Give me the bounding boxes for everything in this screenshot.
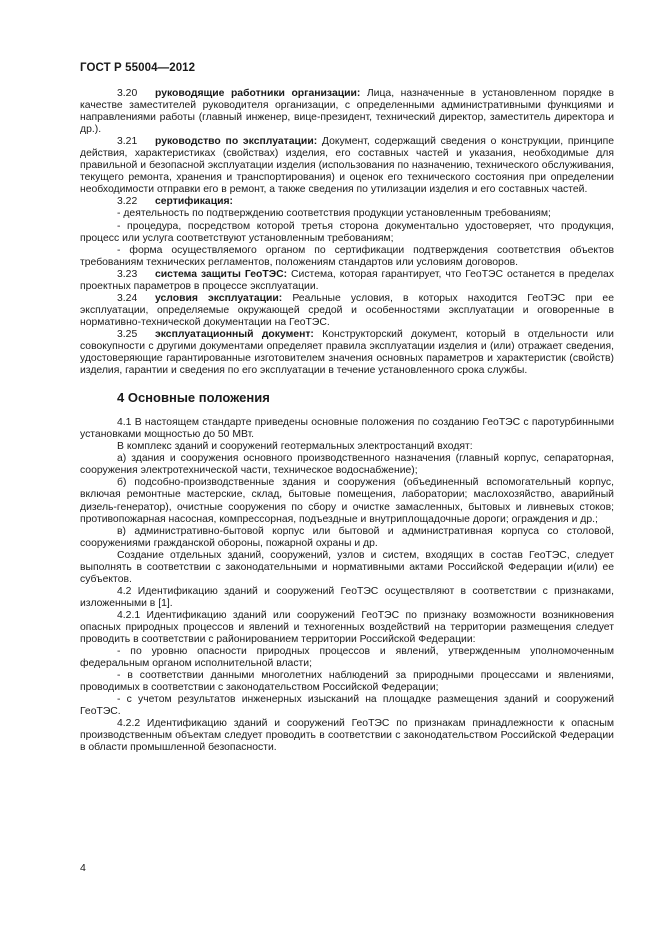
term-definition: Реальные условия, в которых находится ГеоТЭС при ее эксплуатации, определяемые окружающей средой и особенностями эксплуатации и оговоренные в нормативно-технической документации на ГеоТЭС.: [80, 292, 614, 328]
clause-number: 3.22: [117, 196, 138, 208]
section-heading: 4 Основные положения: [117, 390, 270, 406]
term-definition: Конструкторский документ, который в отдельности или совокупности с другими документами определяет правила эксплуатации изделия и (или) отражает сведения, удостоверяющие гарантированные изготовителем значения основных параметров и характеристик (свойств) изделия, гарантии и сведения по его эксплуатации в течение установленного срока службы.: [80, 328, 614, 377]
document-body: [80, 88, 614, 754]
term-definition: Система, которая гарантирует, что ГеоТЭС останется в пределах проектных параметров в процессе эксплуатации.: [80, 268, 614, 292]
clause-number: 3.23: [117, 268, 138, 280]
term-3-20: [80, 88, 614, 136]
paragraph: а) здания и сооружения основного производственного назначения (главный корпус, сепараторная, сооружения электротехнической части, техническое водоснабжение);: [80, 453, 614, 477]
page-number: 4: [80, 862, 86, 874]
paragraph: 4.1 В настоящем стандарте приведены основные положения по созданию ГеоТЭС с паротурбинными установками мощностью до 50 МВт.: [80, 417, 614, 441]
term-name: условия эксплуатации:: [155, 292, 283, 304]
term-3-22: [80, 196, 614, 208]
clause-number: 3.25: [117, 328, 138, 340]
term-3-22-item: - форма осуществляемого органом по сертификации подтверждения соответствия объектов требованиям технических регламентов, положениям стандартов или условиям договоров.: [80, 244, 614, 268]
term-name: эксплуатационный документ:: [155, 328, 314, 340]
paragraph: 4.2.1 Идентификацию зданий или сооружений ГеоТЭС по признаку возможности возникновения опасных природных процессов и явлений и техногенных воздействий на территории размещения следует проводить в соответствии с районированием территории Российской Федерации:: [80, 609, 614, 646]
clause-number: 3.21: [117, 136, 138, 148]
term-definition: Лица, назначенные в установленном порядке в качестве заместителей руководителя организации, с определенными административными функциями и направлениями работы (главный инженер, вице-президент, технический директор, заместитель директора и др.).: [80, 88, 614, 136]
term-name: сертификация:: [155, 196, 234, 208]
paragraph: - по уровню опасности природных процессов и явлений, утвержденным уполномоченным федеральным органом исполнительной власти;: [80, 646, 614, 670]
term-3-22-item: - деятельность по подтверждению соответствия продукции установленным требованиям;: [117, 208, 551, 220]
paragraph: 4.2.2 Идентификацию зданий и сооружений ГеоТЭС по признакам принадлежности к опасным производственным объектам следует проводить в соответствии с законодательством Российской Федерации в области промышленной безопасности.: [80, 718, 614, 754]
document-header: ГОСТ Р 55004—2012: [80, 62, 196, 74]
clause-number: 3.20: [117, 88, 138, 99]
term-3-25: [80, 329, 614, 377]
term-3-21: [80, 136, 614, 196]
term-definition: Документ, содержащий сведения о конструкции, принципе действия, характеристиках (свойствах) изделия, его составных частей и указания, необходимые для правильной и безопасной эксплуатации изделия (использования по назначению, технического обслуживания, текущего ремонта, хранения и транспортирования) и оценок его технического состояния при определении необходимости отправки его в ремонт, а также сведения по утилизации изделия и его составных частей.: [80, 136, 614, 196]
term-3-22-item: - процедура, посредством которой третья сторона документально удостоверяет, что продукция, процесс или услуга соответствуют установленным требованиям;: [80, 220, 614, 244]
paragraph: б) подсобно-производственные здания и сооружения (объединенный вспомогательный корпус, включая ремонтные мастерские, склад, бытовые помещения, лаборатории; маслохозяйство, аварийный дизель-генератор), очистные сооружения по сбору и очистке замасленных, бытовых и ливневых стоков; противопожарная насосная, компрессорная, подъездные и внутриплощадочные дороги; ограждения и др.;: [80, 477, 614, 525]
term-3-24: [80, 293, 614, 329]
paragraph: - с учетом результатов инженерных изысканий на площадке размещения зданий и сооружений ГеоТЭС.: [80, 694, 614, 718]
clause-number: 3.24: [117, 292, 138, 304]
term-name: система защиты ГеоТЭС:: [155, 268, 288, 280]
term-name: руководящие работники организации:: [155, 88, 361, 99]
paragraph: 4.2 Идентификацию зданий и сооружений ГеоТЭС осуществляют в соответствии с признаками, изложенными в [1].: [80, 585, 614, 609]
paragraph: в) административно-бытовой корпус или бытовой и административная корпуса со столовой, сооружениями гражданской обороны, пожарной охраны и др.: [80, 525, 614, 549]
paragraph: Создание отдельных зданий, сооружений, узлов и систем, входящих в состав ГеоТЭС, следует выполнять в соответствии с законодательными и нормативными актами Российской Федерации и(или) ее субъектов.: [80, 549, 614, 585]
term-name: руководство по эксплуатации:: [155, 136, 318, 148]
paragraph: - в соответствии данными многолетних наблюдений за природными процессами и явлениями, проводимых в соответствии с законодательством Российской Федерации;: [80, 670, 614, 694]
term-3-23: [80, 269, 614, 293]
paragraph: В комплекс зданий и сооружений геотермальных электростанций входят:: [117, 441, 473, 453]
